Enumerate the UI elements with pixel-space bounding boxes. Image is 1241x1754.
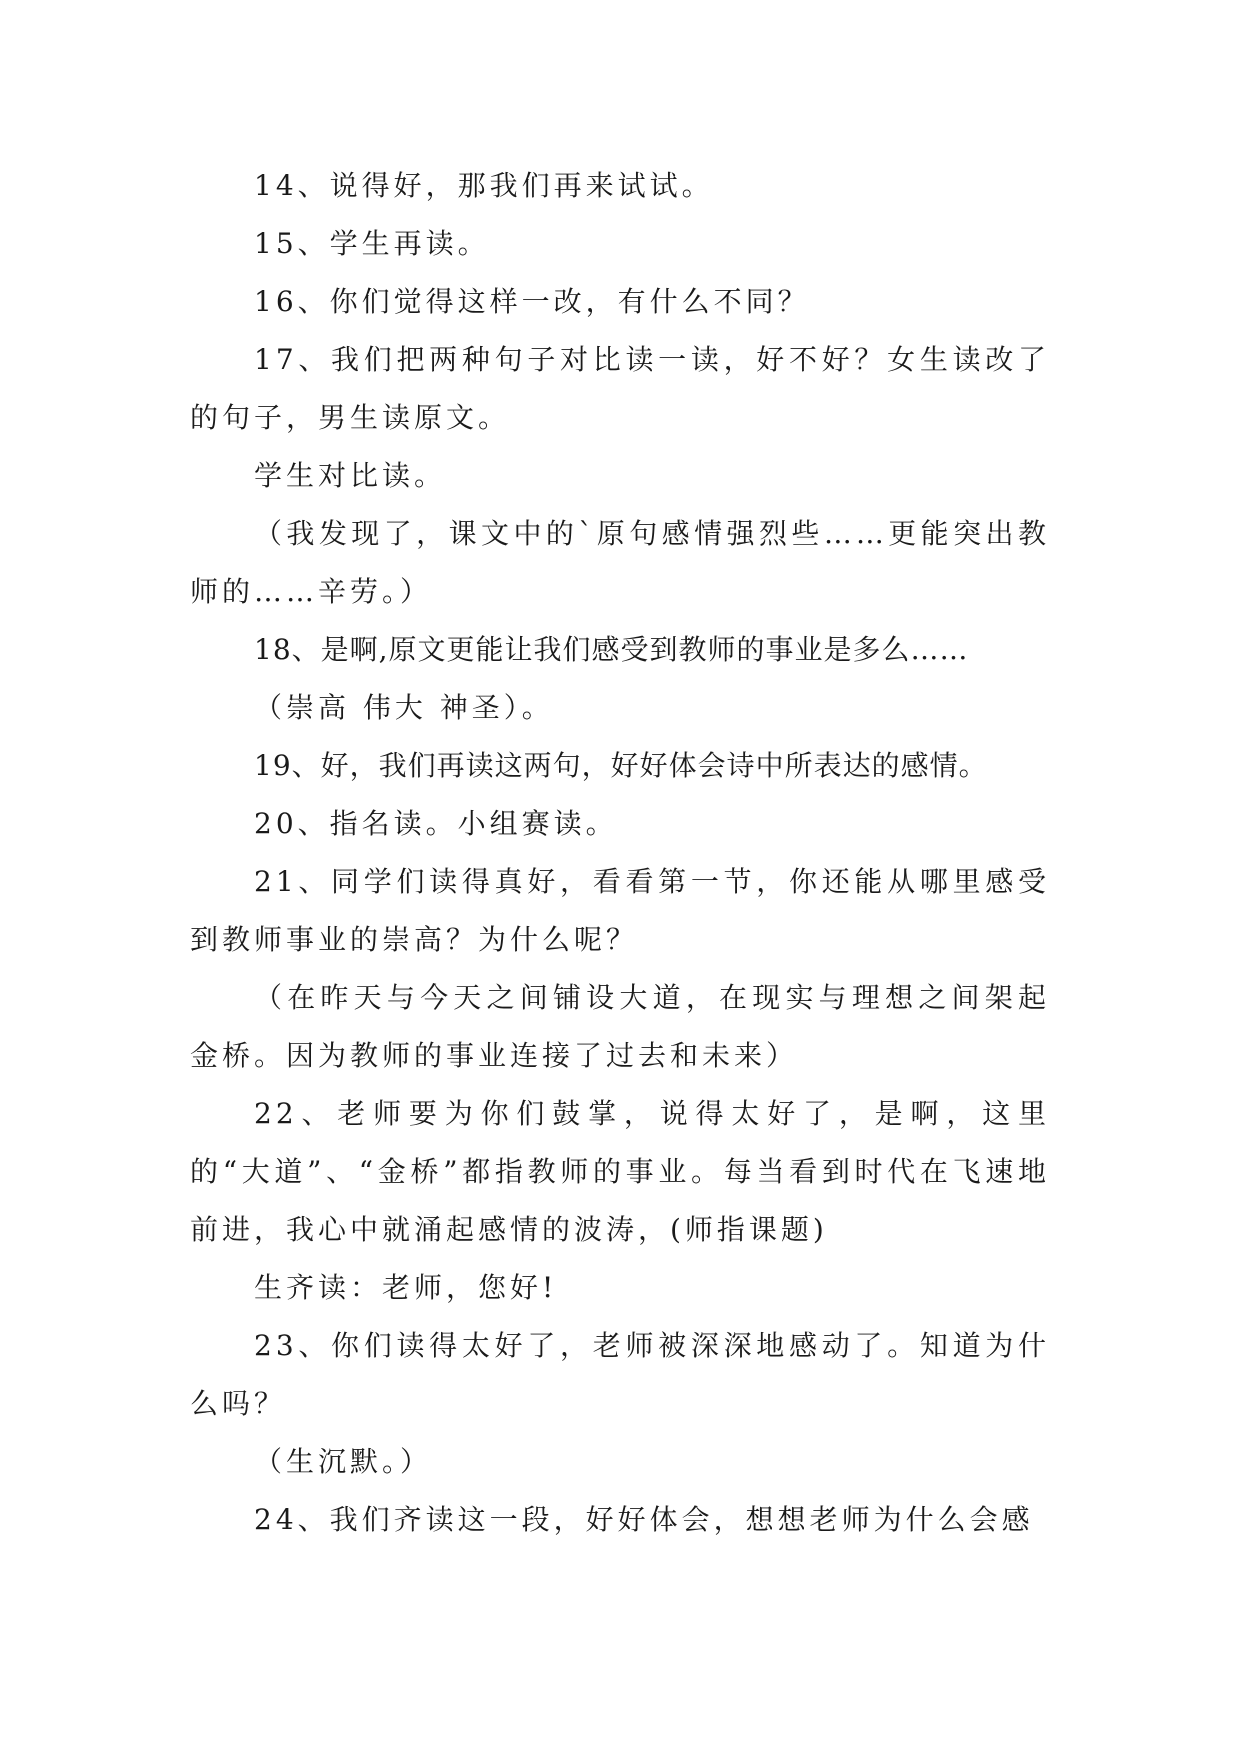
paragraph-20: 20、指名读。小组赛读。 — [254, 807, 618, 840]
paragraph-17: 17、我们把两种句子对比读一读，好不好？女生读改了的句子，男生读原文。 — [190, 343, 1050, 434]
paragraph-21: 21、同学们读得真好，看看第一节，你还能从哪里感受到教师事业的崇高？为什么呢？ — [190, 865, 1050, 956]
paragraph-silence: （生沉默。） — [254, 1445, 433, 1478]
paragraph-16: 16、你们觉得这样一改，有什么不同？ — [254, 285, 810, 318]
paragraph-18: 18、是啊,原文更能让我们感受到教师的事业是多么…… — [254, 633, 969, 666]
paragraph-24: 24、我们齐读这一段，好好体会，想想老师为什么会感 — [254, 1503, 1034, 1536]
document-body — [190, 157, 1050, 1549]
paragraph-23: 23、你们读得太好了，老师被深深地感动了。知道为什么吗？ — [190, 1329, 1050, 1420]
paragraph-14: 14、说得好，那我们再来试试。 — [254, 169, 714, 202]
paragraph-discovery-note: （我发现了，课文中的`原句感情强烈些……更能突出教师的……辛劳。） — [190, 517, 1050, 608]
paragraph-19: 19、好，我们再读这两句，好好体会诗中所表达的感情。 — [254, 749, 988, 782]
paragraph-15: 15、学生再读。 — [254, 227, 490, 260]
paragraph-student-compare: 学生对比读。 — [254, 459, 447, 492]
paragraph-22: 22、老师要为你们鼓掌，说得太好了，是啊，这里的“大道”、“金桥”都指教师的事业。每当看到时代在飞速地前进，我心中就涌起感情的波涛，(师指课题) — [190, 1097, 1050, 1246]
paragraph-class-reads: 生齐读：老师，您好! — [254, 1271, 558, 1304]
paragraph-21-answer: （在昨天与今天之间铺设大道，在现实与理想之间架起金桥。因为教师的事业连接了过去和未来） — [190, 981, 1050, 1072]
paragraph-18-answer: （崇高 伟大 神圣）。 — [254, 691, 554, 724]
